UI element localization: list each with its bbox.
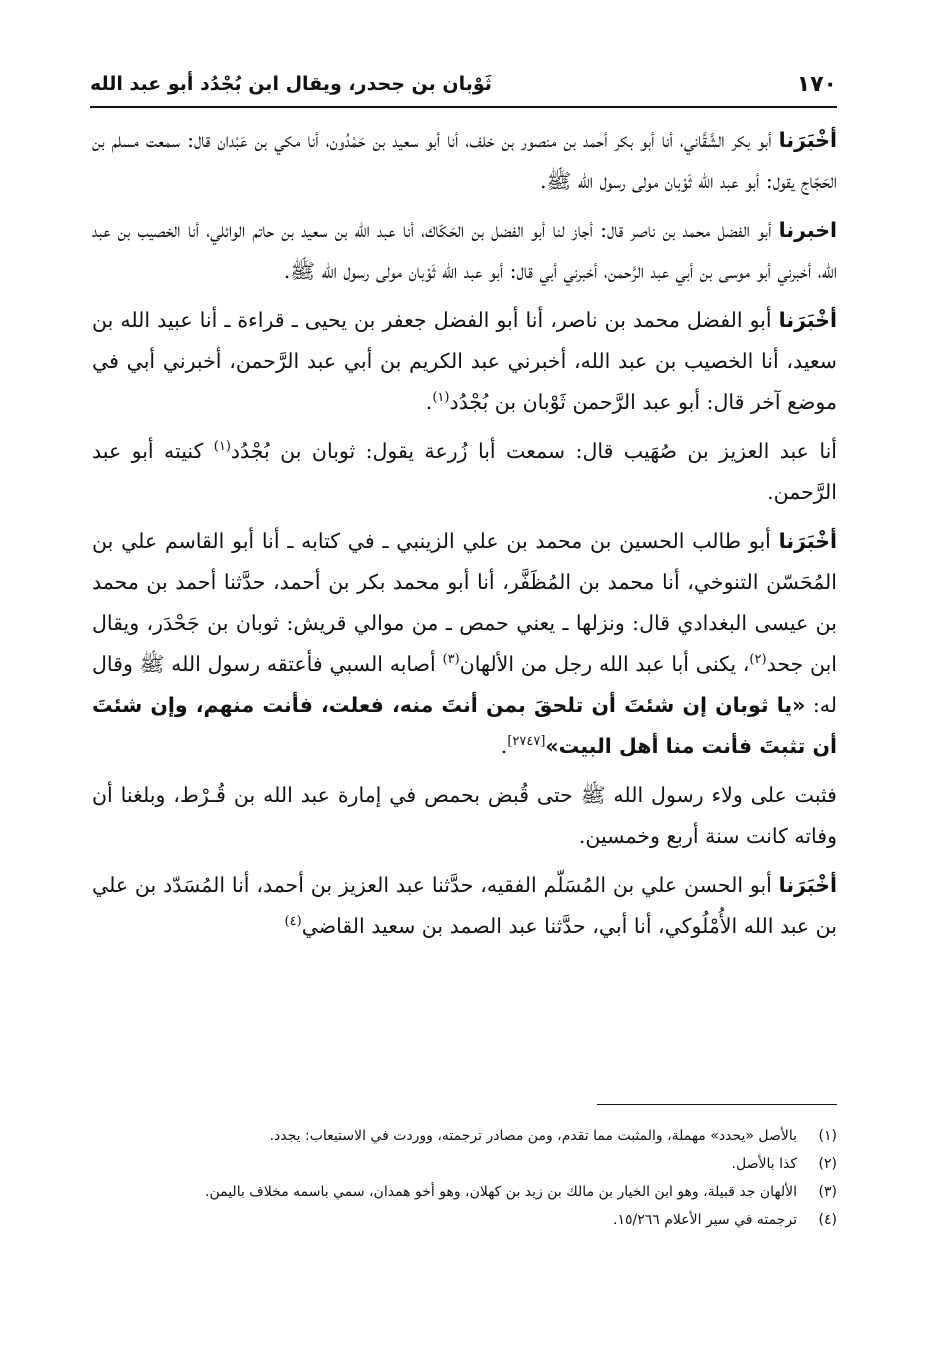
paragraph-tail: . <box>425 390 433 414</box>
footnote-text: كذا بالأصل. <box>731 1156 797 1172</box>
paragraph-1 <box>92 120 837 202</box>
running-title: ثَوْبان بن جحدر، ويقال ابن بُجْدُد أبو عبد الله <box>90 73 492 95</box>
footnote-marker: (٣) <box>442 652 460 668</box>
footnotes <box>92 1122 837 1234</box>
paragraph-text: أبو بكر الشَّقَّاني، أنا أبو بكر أحمد بن منصور بن خلف، أنا أبو سعيد بن حَمْدُون، أنا مكي بن عَبْدان قال: سمعت مسلم بن الحَجّاج يقول: أبو عبد الله ثَوْبان مولى رسول الله ﷺ. <box>92 128 837 193</box>
paragraph-lead: اخبرنا <box>778 218 837 242</box>
footnote-text: ترجمته في سير الأعلام ١٥/٢٦٦. <box>613 1212 797 1228</box>
paragraph-text: أبو الفضل محمد بن ناصر، أنا أبو الفضل جعفر بن يحيى ـ قراءة ـ أنا عبيد الله بن سعيد، أنا الخصيب بن عبد الله، أخبرني عبد الكريم بن أبي عبد الرَّحمن، أخبرني أبي في موضع آخر قال: أبو عبد الرَّحمن ثَوْبان بن بُجْدُد <box>92 308 837 414</box>
footnote-divider <box>597 1104 837 1105</box>
page-number: ١٧٠ <box>796 71 837 97</box>
paragraph-4 <box>92 431 837 513</box>
footnote-1 <box>92 1122 837 1150</box>
footnote-marker: (٤) <box>284 914 302 930</box>
footnote-text: بالأصل «يحدد» مهملة، والمثبت مما تقدم، ومن مصادر ترجمته، ووردت في الاستيعاب: يجدد. <box>269 1128 797 1144</box>
paragraph-text: أصابه السبي فأعتقه رسول الله ﷺ وقال له: <box>92 652 838 717</box>
hadith-quote: «يا ثوبان إن شئتَ أن تلحقَ بمن أنتَ منه، فعلت، فأنت منهم، وإن شئتَ أن تثبتَ فأنت منا أهل البيت» <box>92 693 837 758</box>
paragraph-lead: أخْبَرَنا <box>778 128 837 152</box>
paragraph-lead: أخْبَرَنا <box>778 873 837 897</box>
footnote-marker: (٢) <box>749 652 767 668</box>
footnote-number: (١) <box>818 1128 837 1144</box>
hadith-reference: [٢٧٤٧] <box>507 734 546 750</box>
paragraph-lead: أخْبَرَنا <box>778 529 837 553</box>
paragraph-text: فثبت على ولاء رسول الله ﷺ حتى قُبض بحمص في إمارة عبد الله بن قُـرْط، وبلغنا أن وفاته كانت سنة أربع وخمسين. <box>92 783 837 848</box>
paragraph-text: أبو الفضل محمد بن ناصر قال: أجاز لنا أبو الفضل بن الحَكّاك، أنا عبد الله بن سعيد بن حاتم الوائلي، أنا الخصيب بن عبد الله، أخبرني أبو موسى بن أبي عبد الرَّحمن، أخبرني أبي قال: أبو عبد الله ثَوْبان مولى رسول الله ﷺ. <box>92 218 837 283</box>
paragraph-5 <box>92 521 837 767</box>
paragraph-tail: كنيته أبو عبد الرَّحمن. <box>92 439 837 504</box>
footnote-4 <box>92 1206 837 1234</box>
footnote-text: الألهان جد قبيلة، وهو ابن الخيار بن مالك بن زيد بن كهلان، وهو أخو همدان، سمي باسمه مخلاف باليمن. <box>205 1184 797 1200</box>
paragraph-text: أنا عبد العزيز بن صُهَيب قال: سمعت أبا زُرعة يقول: ثوبان بن بُجْدُد <box>230 439 837 463</box>
paragraph-lead: أخْبَرَنا <box>778 308 837 332</box>
paragraph-text: أبو الحسن علي بن المُسَلّم الفقيه، حدَّثنا عبد العزيز بن أحمد، أنا المُسَدّد بن علي بن عبد الله الأُمْلُوكي، أنا أبي، حدَّثنا عبد الصمد بن سعيد القاضي <box>92 873 837 938</box>
paragraph-2 <box>92 210 837 292</box>
footnote-number: (٣) <box>818 1184 837 1200</box>
paragraph-3 <box>92 300 837 423</box>
main-text <box>92 120 837 955</box>
footnote-marker: (١) <box>213 439 231 455</box>
paragraph-7 <box>92 865 837 947</box>
paragraph-text: ، يكنى أبا عبد الله رجل من الألهان <box>459 652 750 676</box>
footnote-marker: (١) <box>432 390 450 406</box>
footnote-number: (٤) <box>818 1212 837 1228</box>
footnote-2 <box>92 1150 837 1178</box>
running-header <box>90 62 837 108</box>
footnote-number: (٢) <box>818 1156 837 1172</box>
footnote-3 <box>92 1178 837 1206</box>
paragraph-tail: . <box>500 734 508 758</box>
paragraph-6 <box>92 775 837 857</box>
paragraph-text: أبو طالب الحسين بن محمد بن علي الزينبي ـ في كتابه ـ أنا أبو القاسم علي بن المُحَسّن التنوخي، أنا محمد بن المُظَفَّر، أنا أبو محمد بكر بن أحمد، حدَّثنا أحمد بن محمد بن عيسى البغدادي قال: ونزلها ـ يعني حمص ـ من موالي قريش: ثوبان بن جَحْدَر، ويقال ابن جحد <box>92 529 837 676</box>
